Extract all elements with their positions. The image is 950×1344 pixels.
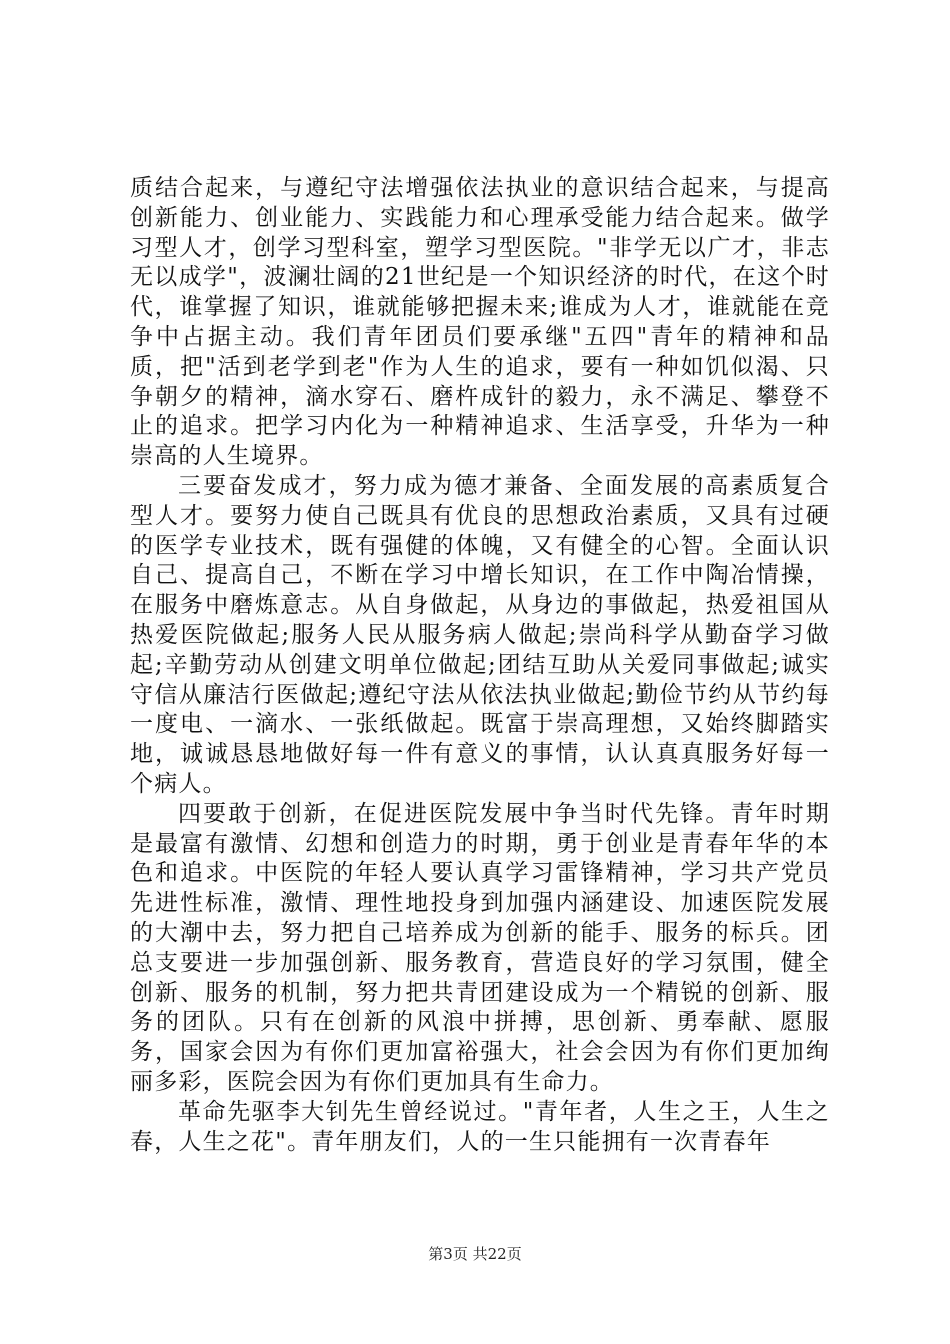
body-text xyxy=(130,174,830,1157)
page-number-footer: 第3页 共22页 xyxy=(428,1245,522,1263)
paragraph-1: 质结合起来，与遵纪守法增强依法执业的意识结合起来，与提高创新能力、创业能力、实践能力和心理承受能力结合起来。做学习型人才，创学习型科室，塑学习型医院。"非学无以广才，非志无以成学"，波澜壮阔的21世纪是一个知识经济的时代，在这个时代，谁掌握了知识，谁就能够把握未来;谁成为人才，谁就能在竞争中占据主动。我们青年团员们要承继"五四"青年的精神和品质，把"活到老学到老"作为人生的追求，要有一种如饥似渴、只争朝夕的精神，滴水穿石、磨杵成针的毅力，永不满足、攀登不止的追求。把学习内化为一种精神追求、生活享受，升华为一种崇高的人生境界。 xyxy=(130,175,830,470)
paragraph-3: 四要敢于创新，在促进医院发展中争当时代先锋。青年时期是最富有激情、幻想和创造力的时期，勇于创业是青春年华的本色和追求。中医院的年轻人要认真学习雷锋精神，学习共产党员先进性标准，激情、理性地投身到加强内涵建设、加速医院发展的大潮中去，努力把自己培养成为创新的能手、服务的标兵。团总支要进一步加强创新、服务教育，营造良好的学习氛围，健全创新、服务的机制，努力把共青团建设成为一个精锐的创新、服务的团队。只有在创新的风浪中拼搏，思创新、勇奉献、愿服务，国家会因为有你们更加富裕强大，社会会因为有你们更加绚丽多彩，医院会因为有你们更加具有生命力。 xyxy=(130,800,830,1095)
paragraph-4: 革命先驱李大钊先生曾经说过。"青年者，人生之王，人生之春，人生之花"。青年朋友们，人的一生只能拥有一次青春年 xyxy=(130,1098,830,1155)
paragraph-2: 三要奋发成才，努力成为德才兼备、全面发展的高素质复合型人才。要努力使自己既具有优良的思想政治素质，又具有过硬的医学专业技术，既有强健的体魄，又有健全的心智。全面认识自己、提高自己，不断在学习中增长知识，在工作中陶冶情操，在服务中磨炼意志。从自身做起，从身边的事做起，热爱祖国从热爱医院做起;服务人民从服务病人做起;崇尚科学从勤奋学习做起;辛勤劳动从创建文明单位做起;团结互助从关爱同事做起;诚实守信从廉洁行医做起;遵纪守法从依法执业做起;勤俭节约从节约每一度电、一滴水、一张纸做起。既富于崇高理想，又始终脚踏实地，诚诚恳恳地做好每一件有意义的事情，认认真真服务好每一个病人。 xyxy=(130,472,830,797)
